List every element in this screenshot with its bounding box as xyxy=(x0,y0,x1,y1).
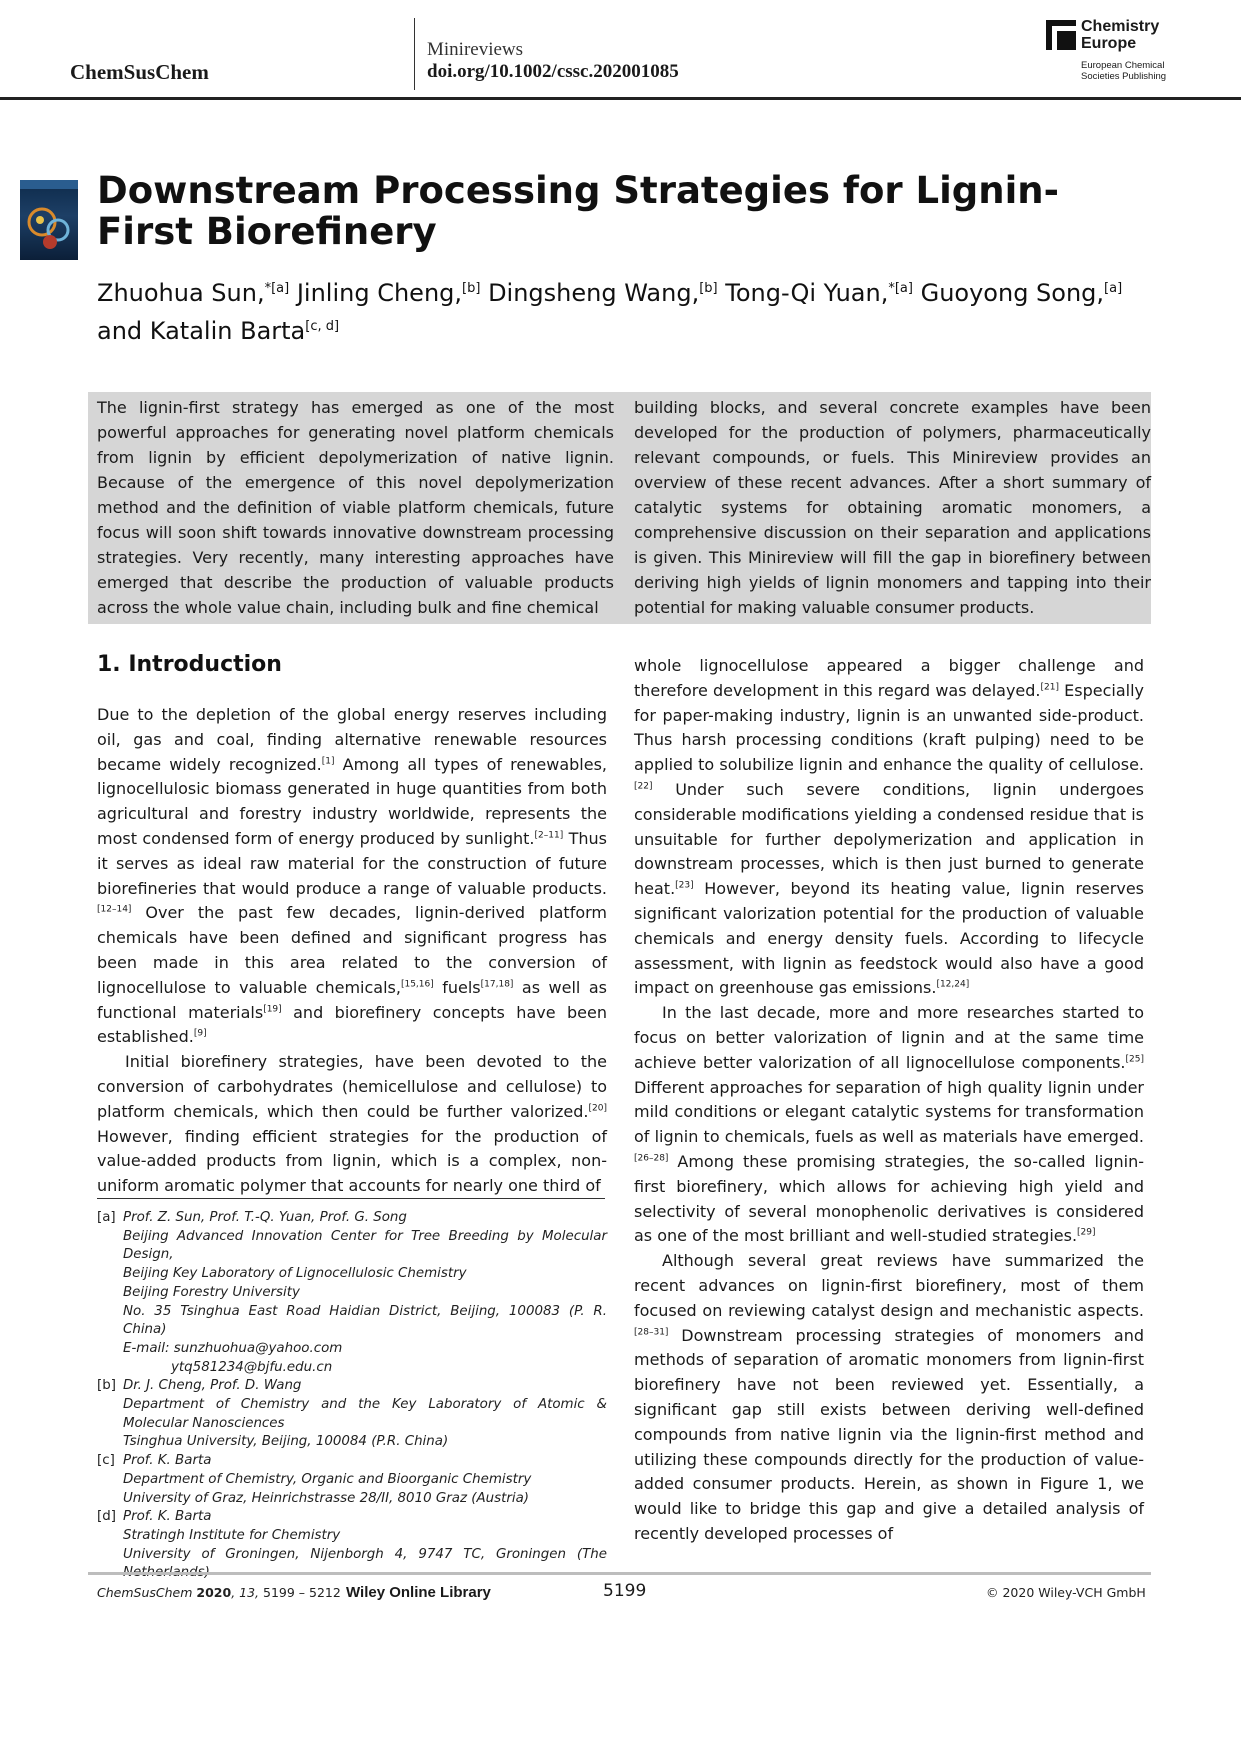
publisher-sub-line1: European Chemical xyxy=(1081,60,1165,71)
affiliation-line: Beijing Forestry University xyxy=(123,1284,300,1300)
affiliation-entry xyxy=(97,1452,607,1508)
body-left-column xyxy=(97,703,607,1199)
publisher-title-line2: Europe xyxy=(1081,35,1137,52)
footer-citation: ChemSusChem 2020, 13, 5199 – 5212 xyxy=(97,1585,341,1600)
cover-art-icon xyxy=(20,180,78,260)
affiliation-tag: [b] xyxy=(97,1378,116,1394)
header-divider xyxy=(414,18,415,90)
affiliation-tag: [c] xyxy=(97,1453,115,1469)
paragraph: Initial biorefinery strategies, have been devoted to the conversion of carbohydrates (hemicellulose and cellulose) to platform chemicals, which then could be further valorized.[20] However, finding efficient strategies for the production of value-added products from lignin, which is a complex, non-uniform aromatic polymer that accounts for nearly one third of xyxy=(97,1052,607,1196)
affiliation-tag: [a] xyxy=(97,1210,116,1225)
page-number: 5199 xyxy=(603,1581,647,1601)
author-affiliation-mark: [a] xyxy=(1104,281,1123,296)
affiliation-line: Prof. K. Barta xyxy=(123,1453,212,1469)
footer-volume: 13 xyxy=(239,1585,256,1600)
citation-ref[interactable]: [29] xyxy=(1077,1228,1096,1238)
author-affiliation-mark: [b] xyxy=(462,281,481,296)
paragraph: Due to the depletion of the global energy reserves including oil, gas and coal, finding alternative renewable resources became widely recognized.[1] Among all types of renewables, lignocellulosic biomass generated in huge quantities from both agricultural and forestry industry worldwide, represents the most condensed form of energy produced by sunlight.[2–11] Thus it serves as ideal raw material for the construction of future biorefineries that would produce a range of valuable products.[12–14] Over the past few decades, lignin-derived platform chemicals have been defined and significant progress has been made in this area related to the conversion of lignocellulose to valuable chemicals,[15,16] fuels[17,18] as well as functional materials[19] and biorefinery concepts have been established.[9] xyxy=(97,705,608,1047)
footnote-rule xyxy=(97,1198,605,1199)
abstract-left: The lignin-first strategy has emerged as one of the most powerful approaches for generating novel platform chemicals from lignin by efficient depolymerization of native lignin. Because of the emergence of this novel depolymerization method and the definition of viable platform chemicals, future focus will soon shift towards innovative downstream processing strategies. Very recently, many interesting approaches have emerged that describe the production of valuable products across the whole value chain, including bulk and fine chemical xyxy=(97,398,614,617)
publisher-subtitle xyxy=(1081,60,1166,82)
affiliation-line: Beijing Key Laboratory of Lignocellulosic Chemistry xyxy=(123,1266,467,1282)
footer-journal: ChemSusChem xyxy=(97,1585,193,1600)
footer-rule xyxy=(88,1572,1151,1575)
doi-link[interactable]: doi.org/10.1002/cssc.202001085 xyxy=(427,61,679,82)
affiliation-line: University of Graz, Heinrichstrasse 28/II, 8010 Graz (Austria) xyxy=(123,1490,529,1506)
citation-ref[interactable]: [12–14] xyxy=(97,905,132,916)
footer-year: 2020 xyxy=(196,1585,232,1600)
paragraph: In the last decade, more and more researches started to focus on better valorization of lignin and at the same time achieve better valorization of all lignocellulose components.[25] Different approaches for separation of high quality lignin under mild conditions or elegant catalytic systems for transformation of lignin to chemicals, fuels as well as materials have emerged.[26–28] Among these promising strategies, the so-called lignin-first biorefinery, which allows for achieving high yield and selectivity of several monophenolic derivatives is considered as one of the most brilliant and well-studied strategies.[29] xyxy=(634,1003,1144,1246)
citation-ref[interactable]: [25] xyxy=(1125,1054,1144,1065)
citation-ref[interactable]: [21] xyxy=(1040,682,1059,693)
affiliations xyxy=(97,1209,607,1583)
affiliation-line: E-mail: sunzhuohua@yahoo.com xyxy=(123,1340,343,1356)
publisher-title xyxy=(1081,18,1159,52)
journal-cover-thumbnail[interactable] xyxy=(20,180,78,260)
article-title: Downstream Processing Strategies for Lignin-First Biorefinery xyxy=(97,169,1059,253)
citation-ref[interactable]: [19] xyxy=(263,1004,282,1015)
citation-ref[interactable]: [12,24] xyxy=(936,980,970,991)
wiley-online-library-link[interactable]: Wiley Online Library xyxy=(346,1584,491,1601)
author-affiliation-mark: [b] xyxy=(699,281,718,296)
affiliation-entry xyxy=(97,1377,607,1452)
affiliation-line: Department of Chemistry, Organic and Bioorganic Chemistry xyxy=(123,1471,532,1487)
citation-ref[interactable]: [2–11] xyxy=(534,830,564,841)
body-right-column xyxy=(634,654,1144,1547)
author-affiliation-mark: [c, d] xyxy=(305,319,340,334)
author-affiliation-mark: *[a] xyxy=(264,281,290,296)
citation-ref[interactable]: [17,18] xyxy=(480,979,514,990)
affiliation-entry xyxy=(97,1209,607,1377)
paragraph: Although several great reviews have summarized the recent advances on lignin-first biorefinery, most of them focused on reviewing catalyst design and mechanistic aspects.[28–31] Downstream processing strategies of monomers and methods of separation of aromatic monomers from lignin-first biorefinery have not been reviewed yet. Essentially, a significant gap still exists between deriving well-defined compounds from native lignin via the lignin-first method and utilizing these compounds directly for the production of value-added consumer products. Herein, as shown in Figure 1, we would like to bridge this gap and give a detailed analysis of recently developed processes of xyxy=(634,1251,1144,1543)
affiliation-line: University of Groningen, Nijenborgh 4, 9747 TC, Groningen (The xyxy=(123,1546,607,1562)
author-name: Jinling Cheng, xyxy=(289,279,463,307)
citation-ref[interactable]: [23] xyxy=(675,880,694,891)
citation-ref[interactable]: [26–28] xyxy=(634,1153,669,1164)
citation-ref[interactable]: [9] xyxy=(193,1029,207,1040)
author-list xyxy=(97,272,1137,348)
citation-ref[interactable]: [15,16] xyxy=(400,979,434,990)
affiliation-line: Tsinghua University, Beijing, 100084 (P.R. China) xyxy=(123,1434,449,1450)
citation-ref[interactable]: [28–31] xyxy=(634,1327,669,1338)
publisher-sub-line2: Societies Publishing xyxy=(1081,71,1167,82)
affiliation-line: Beijing Advanced Innovation Center for Tree Breeding by Molecular Design, xyxy=(123,1228,607,1263)
section-heading: 1. Introduction xyxy=(97,652,282,677)
affiliation-line: Dr. J. Cheng, Prof. D. Wang xyxy=(123,1378,302,1394)
publisher-title-line1: Chemistry xyxy=(1081,18,1160,35)
abstract-right: building blocks, and several concrete examples have been developed for the production of polymers, pharmaceutically relevant compounds, or fuels. This Minireview provides an overview of these recent advances. After a short summary of catalytic systems for obtaining aromatic monomers, a comprehensive discussion on their separation and applications is given. This Minireview will fill the gap in biorefinery between deriving high yields of lignin monomers and tapping into their potential for making valuable consumer products. xyxy=(634,398,1151,617)
author-name: Guoyong Song, xyxy=(912,279,1105,307)
affiliation-tag: [d] xyxy=(97,1509,116,1525)
footer-pages: 5199 – 5212 xyxy=(263,1585,341,1600)
author-name: and Katalin Barta xyxy=(97,317,306,345)
citation-ref[interactable]: [1] xyxy=(321,756,335,767)
section-label: Minireviews xyxy=(427,39,524,60)
publisher-logo-icon xyxy=(1046,20,1076,50)
citation-ref[interactable]: [22] xyxy=(634,781,653,792)
author-name: Zhuohua Sun, xyxy=(97,279,265,307)
citation-ref[interactable]: [20] xyxy=(588,1103,607,1114)
copyright: © 2020 Wiley-VCH GmbH xyxy=(986,1585,1146,1600)
paragraph: whole lignocellulose appeared a bigger challenge and therefore development in this regard was delayed.[21] Especially for paper-making industry, lignin is an unwanted side-product. Thus harsh processing conditions (kraft pulping) need to be applied to solubilize lignin and enhance the quality of cellulose.[22] Under such severe conditions, lignin undergoes considerable modifications yielding a condensed residue that is unsuitable for further depolymerization and application in downstream processes, which is then just burned to generate heat.[23] However, beyond its heating value, lignin reserves significant valorization potential for the production of valuable chemicals and energy density fuels. According to lifecycle assessment, with lignin as feedstock would also have a good impact on greenhouse gas emissions.[12,24] xyxy=(634,656,1144,998)
header-rule xyxy=(0,97,1241,100)
affiliation-line: Stratingh Institute for Chemistry xyxy=(123,1527,341,1543)
journal-name: ChemSusChem xyxy=(70,60,209,84)
author-affiliation-mark: *[a] xyxy=(888,281,913,296)
affiliation-email[interactable]: ytq581234@bjfu.edu.cn xyxy=(171,1359,333,1375)
author-name: Dingsheng Wang, xyxy=(480,279,700,307)
author-name: Tong-Qi Yuan, xyxy=(717,279,889,307)
affiliation-line: Prof. K. Barta xyxy=(123,1509,212,1525)
affiliation-line: Prof. Z. Sun, Prof. T.-Q. Yuan, Prof. G. Song xyxy=(123,1210,407,1225)
affiliation-line: No. 35 Tsinghua East Road Haidian District, Beijing, 100083 (P. R. China) xyxy=(123,1303,607,1338)
affiliation-line: Department of Chemistry and the Key Laboratory of Atomic & Molecular Nanosciences xyxy=(123,1397,607,1431)
